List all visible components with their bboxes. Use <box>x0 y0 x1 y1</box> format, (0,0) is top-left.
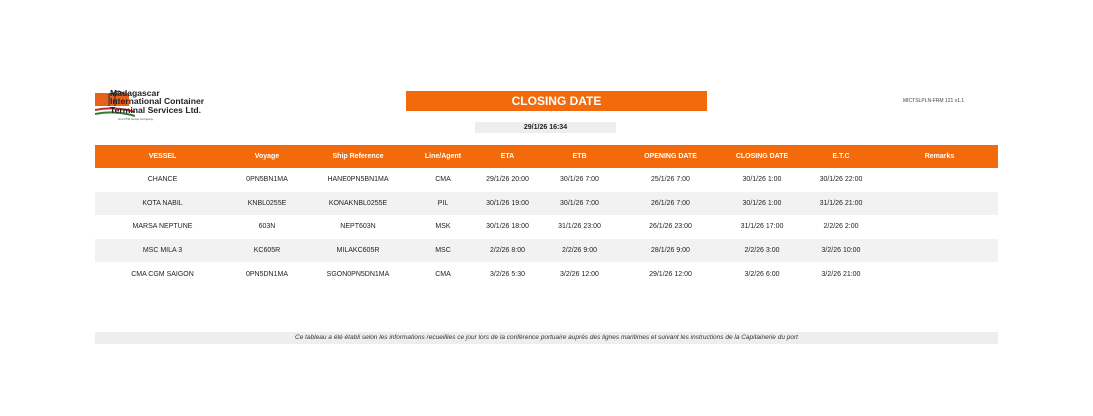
cell-vessel: CMA CGM SAIGON <box>131 270 194 278</box>
cell-ship-reference: SGON0PN5DN1MA <box>326 270 390 278</box>
cell-remarks <box>881 262 998 286</box>
cell-line-agent: CMA <box>435 270 451 278</box>
closing-date-table <box>95 145 998 286</box>
cell-opening-date: 26/1/26 7:00 <box>618 192 723 216</box>
cell-etc: 30/1/26 22:00 <box>819 176 863 184</box>
cell-etc: 31/1/26 21:00 <box>801 192 881 216</box>
cell-opening-date: 25/1/26 7:00 <box>651 176 690 184</box>
cell-voyage: KNBL0255E <box>230 192 304 216</box>
table-row <box>95 168 998 192</box>
cell-opening-date: 26/1/26 23:00 <box>649 223 692 231</box>
cell-voyage: 603N <box>258 223 276 231</box>
company-tagline: An ICTSI Group Company <box>118 117 154 121</box>
header-eta: ETA <box>474 145 541 168</box>
cell-closing-date: 3/2/26 6:00 <box>744 270 780 278</box>
cell-remarks <box>881 239 998 263</box>
cell-eta: 30/1/26 19:00 <box>474 192 541 216</box>
table-row <box>95 239 998 263</box>
header-closing-date: CLOSING DATE <box>723 145 801 168</box>
cell-closing-date: 31/1/26 17:00 <box>740 223 784 231</box>
cell-etc: 3/2/26 21:00 <box>821 270 861 278</box>
company-logo <box>95 90 245 122</box>
company-name <box>110 89 204 114</box>
header-remarks: Remarks <box>881 145 998 168</box>
table-row <box>95 192 998 216</box>
cell-remarks <box>881 192 998 216</box>
cell-voyage: 0PN5BN1MA <box>246 176 288 184</box>
cell-closing-date: 30/1/26 1:00 <box>742 176 782 184</box>
header-opening-date: OPENING DATE <box>618 145 723 168</box>
cell-etb: 31/1/26 23:00 <box>558 223 601 231</box>
cell-voyage: KC605R <box>230 239 304 263</box>
page-title: CLOSING DATE <box>406 91 707 111</box>
cell-etb: 30/1/26 7:00 <box>541 192 618 216</box>
table-row <box>95 262 998 286</box>
cell-line-agent: MSC <box>412 239 474 263</box>
cell-etb: 3/2/26 12:00 <box>560 270 599 278</box>
report-date: 29/1/26 16:34 <box>475 122 616 133</box>
company-name-line: International Container <box>110 96 205 107</box>
company-name-line: Terminal Services Ltd. <box>110 104 202 115</box>
cell-line-agent: CMA <box>435 176 451 184</box>
cell-ship-reference: KONAKNBL0255E <box>304 192 412 216</box>
cell-etb: 30/1/26 7:00 <box>560 176 599 184</box>
cell-voyage: 0PN5DN1MA <box>245 270 288 278</box>
header-etb: ETB <box>541 145 618 168</box>
table-header-row <box>95 145 998 168</box>
cell-remarks <box>881 168 998 192</box>
cell-line-agent: MSK <box>435 223 451 231</box>
cell-etc: 2/2/26 2:00 <box>823 223 859 231</box>
cell-ship-reference: MILAKC605R <box>304 239 412 263</box>
cell-eta: 30/1/26 18:00 <box>486 223 529 231</box>
header-ship-reference: Ship Reference <box>304 145 412 168</box>
company-name-line: Madagascar <box>110 88 160 98</box>
cell-eta: 29/1/26 20:00 <box>486 176 529 184</box>
cell-closing-date: 2/2/26 3:00 <box>723 239 801 263</box>
cell-ship-reference: NEPT603N <box>340 223 376 231</box>
footer-note: Ce tableau a été établi selon les informations recueillies ce jour lors de la conférence portuaire auprès des lignes maritimes et suivant les instructions de la Capitainerie du port <box>95 332 998 344</box>
header-vessel: VESSEL <box>95 145 230 168</box>
header-line-agent: Line/Agent <box>412 145 474 168</box>
cell-remarks <box>881 215 998 239</box>
cell-closing-date: 30/1/26 1:00 <box>723 192 801 216</box>
cell-opening-date: 28/1/26 9:00 <box>618 239 723 263</box>
cell-vessel: CHANCE <box>147 176 178 184</box>
cell-vessel: MSC MILA 3 <box>95 239 230 263</box>
document-code: MICTSLPLN-FRM 121 v1.1 <box>903 98 965 104</box>
cell-line-agent: PIL <box>412 192 474 216</box>
cell-eta: 2/2/26 8:00 <box>474 239 541 263</box>
header-voyage: Voyage <box>230 145 304 168</box>
cell-etb: 2/2/26 9:00 <box>541 239 618 263</box>
cell-etc: 3/2/26 10:00 <box>801 239 881 263</box>
cell-eta: 3/2/26 5:30 <box>489 270 526 278</box>
cell-vessel: KOTA NABIL <box>95 192 230 216</box>
cell-vessel: MARSA NEPTUNE <box>132 223 193 231</box>
cell-opening-date: 29/1/26 12:00 <box>649 270 692 278</box>
header-etc: E.T.C <box>801 145 881 168</box>
table-row <box>95 215 998 239</box>
cell-ship-reference: HANE0PN5BN1MA <box>327 176 389 184</box>
